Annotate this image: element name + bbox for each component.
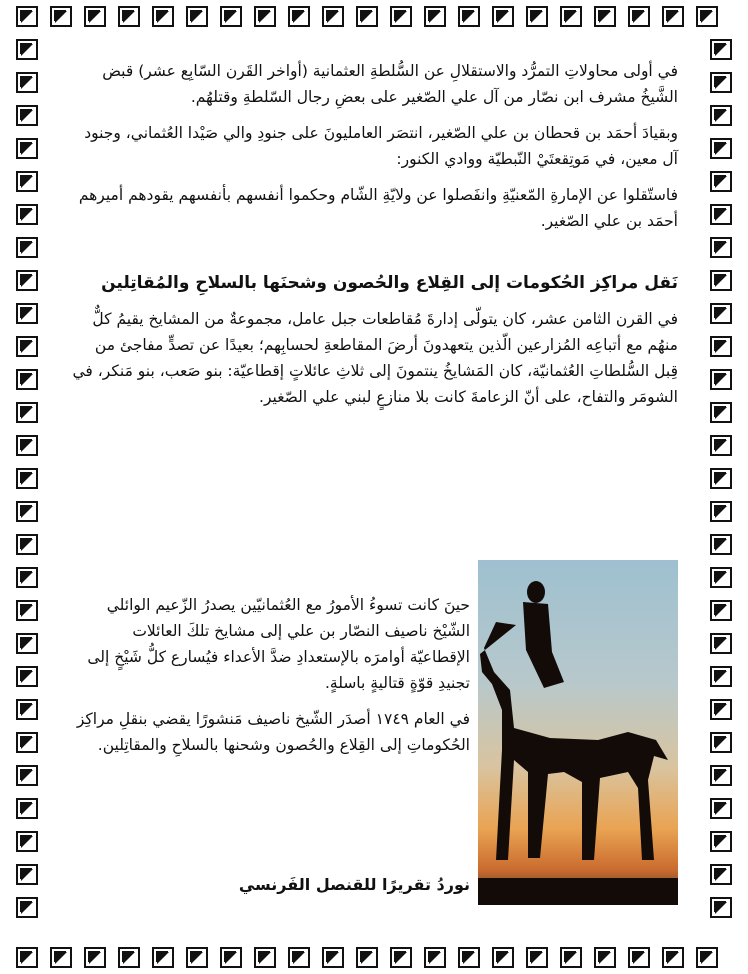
border-tile-icon: [16, 435, 38, 456]
border-tile-icon: [710, 765, 732, 786]
border-tile-icon: [186, 6, 208, 27]
border-tile-icon: [390, 6, 412, 27]
border-tile-icon: [710, 897, 732, 918]
border-tile-icon: [16, 6, 38, 27]
border-tile-icon: [16, 765, 38, 786]
border-left: [16, 39, 38, 918]
border-tile-icon: [424, 947, 446, 968]
paragraph-2: وبقيادَ أحمَد بن قحطان بن علي الصّغير، انتصَر العامليونَ على جنودِ والي صَيْدا العُثماني، وجنود آل معين، في مَوتِقعتَيْ النّبطيّة ووادي الكنور:: [84, 124, 678, 168]
border-tile-icon: [16, 699, 38, 720]
border-tile-icon: [710, 501, 732, 522]
border-tile-icon: [356, 947, 378, 968]
border-tile-icon: [16, 237, 38, 258]
section-heading: نَقل مراكِز الحُكومات إلى القِلاع والحُصون وشحنَها بالسلاحِ والمُقاتِلين: [101, 273, 678, 293]
border-tile-icon: [16, 138, 38, 159]
border-bottom: [16, 947, 718, 968]
border-tile-icon: [710, 567, 732, 588]
border-tile-icon: [254, 6, 276, 27]
border-tile-icon: [710, 138, 732, 159]
border-tile-icon: [16, 39, 38, 60]
border-tile-icon: [710, 402, 732, 423]
border-tile-icon: [662, 947, 684, 968]
border-tile-icon: [16, 204, 38, 225]
border-tile-icon: [628, 947, 650, 968]
border-tile-icon: [710, 699, 732, 720]
border-tile-icon: [16, 732, 38, 753]
paragraph-5: حينَ كانت تسوءُ الأمورُ مع العُثمانيّين يصدرُ الزّعيم الوائلي الشّيْخ ناصيف النصّار بن علي إلى مشايخ تلكَ العائلات الإقطاعيّة أوامرَه بالإستعدادِ ضدَّ الأعداء فيُسارع كلُّ شَيْخٍ إلى تجنيدِ قوّةٍ قتاليةٍ باسلةٍ.: [87, 596, 470, 692]
border-tile-icon: [16, 897, 38, 918]
border-tile-icon: [16, 798, 38, 819]
border-tile-icon: [254, 947, 276, 968]
closing-heading: نوردُ تقريرًا للقنصل الفَرنسي: [238, 875, 470, 894]
border-tile-icon: [710, 600, 732, 621]
border-tile-icon: [16, 270, 38, 291]
border-tile-icon: [50, 6, 72, 27]
border-tile-icon: [16, 303, 38, 324]
border-tile-icon: [152, 947, 174, 968]
border-tile-icon: [710, 864, 732, 885]
border-tile-icon: [492, 6, 514, 27]
border-tile-icon: [526, 947, 548, 968]
paragraph-3: فاستّقلوا عن الإمارةِ المّعنيّةِ وانفَصلوا عن ولايّةِ الشّام وحكموا أنفسهم بأنفسهم يقودهم أميرهم أحمَد بن علي الصّغير.: [78, 186, 678, 230]
border-tile-icon: [16, 831, 38, 852]
border-tile-icon: [220, 947, 242, 968]
border-tile-icon: [710, 171, 732, 192]
border-tile-icon: [16, 600, 38, 621]
border-tile-icon: [16, 633, 38, 654]
border-tile-icon: [84, 6, 106, 27]
border-tile-icon: [16, 666, 38, 687]
border-tile-icon: [492, 947, 514, 968]
border-tile-icon: [288, 6, 310, 27]
article-body: [70, 58, 678, 420]
border-tile-icon: [710, 39, 732, 60]
border-tile-icon: [16, 501, 38, 522]
border-tile-icon: [710, 237, 732, 258]
paragraph-6: في العام ١٧٤٩ أصدَر الشّيخ ناصيف مَنشورًا يقضي بنقلِ مراكِز الحُكوماتِ إلى القِلاع والحُصون وشحنها بالسلاحِ والمقاتِلين.: [76, 710, 470, 754]
border-tile-icon: [16, 567, 38, 588]
border-tile-icon: [710, 798, 732, 819]
border-tile-icon: [628, 6, 650, 27]
border-tile-icon: [16, 72, 38, 93]
border-tile-icon: [594, 6, 616, 27]
border-tile-icon: [710, 303, 732, 324]
border-tile-icon: [16, 105, 38, 126]
border-top: [16, 6, 718, 27]
border-tile-icon: [526, 6, 548, 27]
horse-rider-photo: [478, 560, 678, 905]
border-tile-icon: [710, 534, 732, 555]
border-tile-icon: [16, 369, 38, 390]
border-tile-icon: [50, 947, 72, 968]
border-tile-icon: [322, 6, 344, 27]
border-tile-icon: [710, 633, 732, 654]
border-tile-icon: [458, 947, 480, 968]
border-tile-icon: [16, 947, 38, 968]
side-column: [70, 592, 470, 768]
border-right: [710, 39, 732, 918]
border-tile-icon: [16, 336, 38, 357]
border-tile-icon: [710, 72, 732, 93]
paragraph-1: في أولى محاولاتِ التمرُّد والاستقلالِ عن السُّلطةِ العثمانية (أواخر القَرن السّابِع عشر) قبض الشَّيخُ مشرف ابن نصّار من آل علي الصّغير على بعضِ رجال السّلطةِ وقتلهُم.: [102, 62, 678, 106]
border-tile-icon: [710, 831, 732, 852]
border-tile-icon: [356, 6, 378, 27]
border-tile-icon: [84, 947, 106, 968]
border-tile-icon: [16, 864, 38, 885]
border-tile-icon: [594, 947, 616, 968]
border-tile-icon: [322, 947, 344, 968]
border-tile-icon: [696, 6, 718, 27]
border-tile-icon: [710, 468, 732, 489]
border-tile-icon: [710, 336, 732, 357]
border-tile-icon: [118, 6, 140, 27]
border-tile-icon: [220, 6, 242, 27]
border-tile-icon: [560, 947, 582, 968]
border-tile-icon: [186, 947, 208, 968]
border-tile-icon: [710, 435, 732, 456]
border-tile-icon: [16, 171, 38, 192]
border-tile-icon: [118, 947, 140, 968]
border-tile-icon: [560, 6, 582, 27]
border-tile-icon: [710, 732, 732, 753]
border-tile-icon: [662, 6, 684, 27]
border-tile-icon: [390, 947, 412, 968]
border-tile-icon: [696, 947, 718, 968]
border-tile-icon: [458, 6, 480, 27]
horse-silhouette-icon: [478, 560, 678, 905]
border-tile-icon: [710, 369, 732, 390]
border-tile-icon: [152, 6, 174, 27]
border-tile-icon: [16, 402, 38, 423]
border-tile-icon: [16, 534, 38, 555]
border-tile-icon: [288, 947, 310, 968]
border-tile-icon: [710, 666, 732, 687]
border-tile-icon: [710, 105, 732, 126]
border-tile-icon: [16, 468, 38, 489]
border-tile-icon: [710, 270, 732, 291]
paragraph-4: في القرن الثامن عشر، كان يتولّى إدارةَ مُقاطعات جبل عامل، مجموعةٌ من المشايخ يقيمُ كلٌّ منهُم مع أتباعِه المُزارعين الّذين يتعهدونَ أرضَ المقاطعةِ لحسابِهم؛ بعيدًا عن تصدٍّ مفاجئ من قِبل السُّلطاتِ العُثمانيّة، كان المَشايخُ ينتمونَ إلى ثلاثِ عائلاتٍ إقطاعيّة: بنو صَعب، بنو مَنكر، في الشومَر والتفاح، على أنّ الزعامةَ كانت بلا منازعٍ لبني علي الصّغير.: [72, 310, 678, 406]
border-tile-icon: [710, 204, 732, 225]
border-tile-icon: [424, 6, 446, 27]
